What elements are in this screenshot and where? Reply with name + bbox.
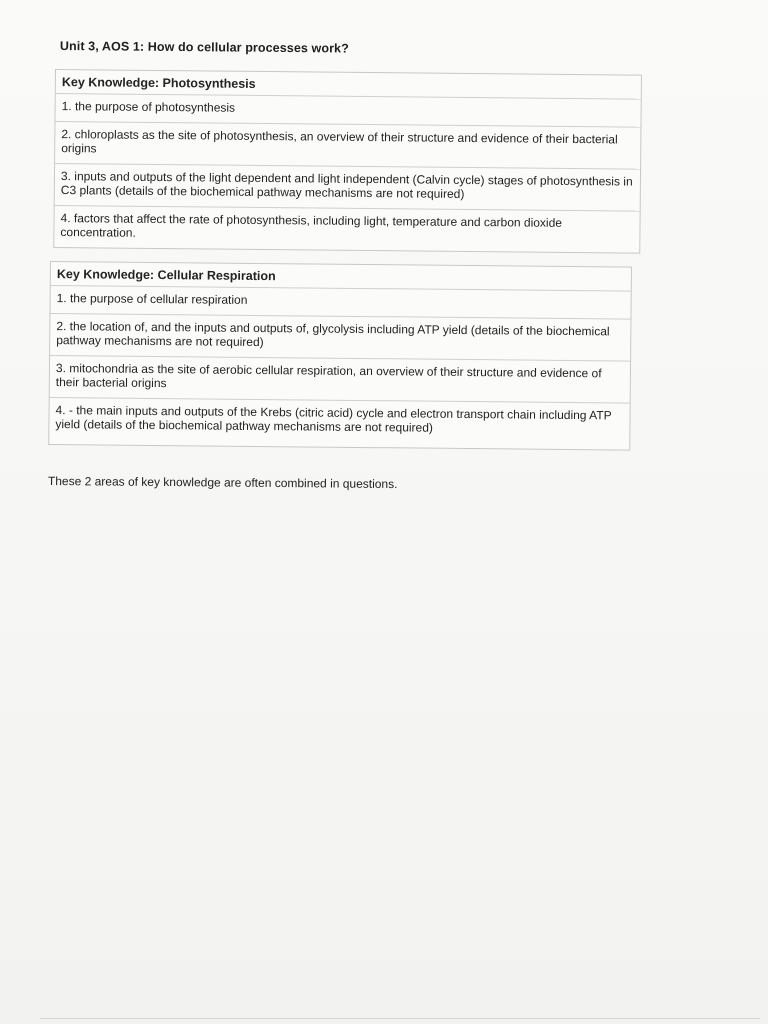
- respiration-table: [48, 261, 632, 451]
- respiration-item: 3. mitochondria as the site of aerobic cellular respiration, an overview of their structure and evidence of their bacterial origins: [50, 355, 630, 403]
- combined-note: These 2 areas of key knowledge are often combined in questions.: [47, 474, 398, 492]
- respiration-table-title: Key Knowledge: Cellular Respiration: [56, 267, 276, 284]
- respiration-item: 4. - the main inputs and outputs of the Krebs (citric acid) cycle and electron transport chain including ATP yield (details of the biochemical pathway mechanisms are not required): [49, 397, 629, 450]
- photosynthesis-item: 3. inputs and outputs of the light dependent and light independent (Calvin cycle) stages of photosynthesis in C3 plants (details of the biochemical pathway mechanisms are not required): [55, 163, 640, 211]
- photosynthesis-item: 1. the purpose of photosynthesis: [56, 93, 641, 127]
- photosynthesis-table-title: Key Knowledge: Photosynthesis: [61, 75, 256, 91]
- page-heading: Unit 3, AOS 1: How do cellular processes work?: [59, 39, 349, 56]
- photosynthesis-item: 4. factors that affect the rate of photosynthesis, including light, temperature and carbon dioxide concentration.: [54, 205, 639, 253]
- photosynthesis-item: 2. chloroplasts as the site of photosynthesis, an overview of their structure and evidence of their bacterial origins: [55, 121, 640, 169]
- respiration-item: 2. the location of, and the inputs and outputs of, glycolysis including ATP yield (details of the biochemical pathway mechanisms are not required): [50, 313, 630, 361]
- scan-edge-line: [40, 1018, 760, 1019]
- photosynthesis-table: [53, 69, 642, 254]
- respiration-item: 1. the purpose of cellular respiration: [51, 285, 631, 319]
